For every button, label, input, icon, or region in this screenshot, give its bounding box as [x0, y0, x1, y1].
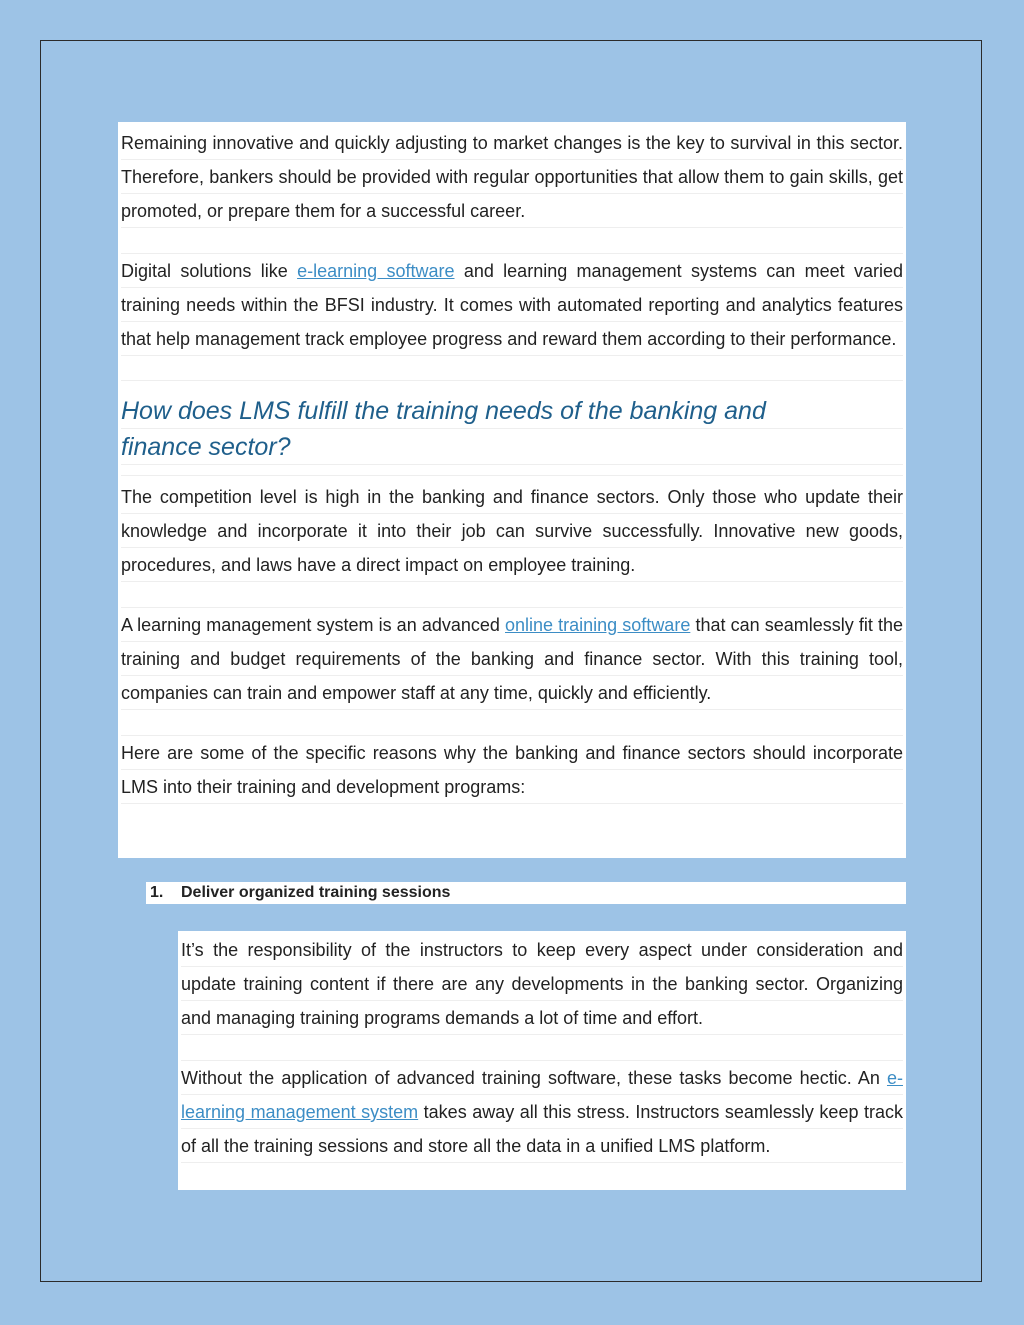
section-heading-lms: How does LMS fulfill the training needs of the banking and finance sector?	[121, 393, 903, 465]
paragraph-instructors: It’s the responsibility of the instructors to keep every aspect under consideration and update training content if there are any developments in the banking sector. Organizing and managing training programs demands a lot of time and effort.	[181, 933, 903, 1035]
online-training-software-link[interactable]: online training software	[505, 615, 691, 635]
paragraph-competition: The competition level is high in the banking and finance sectors. Only those who update their knowledge and incorporate it into their job can survive successfully. Innovative new goods, procedures, and laws have a direct impact on employee training.	[121, 480, 903, 582]
paragraph-text: and learning management systems can meet varied training needs within the BFSI industry. It comes with automated reporting and analytics features that help management track employee progress and reward them according to their performance.	[121, 261, 903, 349]
e-learning-software-link[interactable]: e-learning software	[297, 261, 455, 281]
content-block-list-item	[178, 931, 906, 1190]
paragraph-survival: Remaining innovative and quickly adjusting to market changes is the key to survival in this sector. Therefore, bankers should be provided with regular opportunities that allow them to gain skills, get promoted, or prepare them for a successful career.	[121, 126, 903, 228]
paragraph-gap	[121, 356, 903, 381]
paragraph-text: that can seamlessly fit the training and budget requirements of the banking and finance sector. With this training tool, companies can train and empower staff at any time, quickly and efficiently.	[121, 615, 903, 703]
paragraph-specific-reasons: Here are some of the specific reasons why the banking and finance sectors should incorporate LMS into their training and development programs:	[121, 736, 903, 804]
paragraph-gap	[181, 1035, 903, 1061]
paragraph-without-software	[181, 1061, 903, 1163]
list-item-number: 1.	[150, 884, 164, 901]
paragraph-text: A learning management system is an advanced	[121, 615, 505, 635]
paragraph-lms-advanced	[121, 608, 903, 710]
paragraph-text: Without the application of advanced training software, these tasks become hectic. An	[181, 1068, 887, 1088]
list-item-title: Deliver organized training sessions	[181, 884, 451, 901]
paragraph-text: Digital solutions like	[121, 261, 298, 281]
paragraph-text: takes away all this stress. Instructors seamlessly keep track of all the training sessions and store all the data in a unified LMS platform.	[181, 1102, 903, 1156]
e-learning-management-system-link[interactable]: e-learning management system	[181, 1068, 903, 1122]
list-item-heading	[146, 882, 906, 904]
content-block-intro	[118, 122, 906, 858]
paragraph-gap	[121, 465, 903, 476]
paragraph-digital-solutions	[121, 254, 903, 356]
paragraph-gap	[121, 228, 903, 254]
paragraph-gap	[121, 582, 903, 608]
paragraph-gap	[121, 710, 903, 736]
